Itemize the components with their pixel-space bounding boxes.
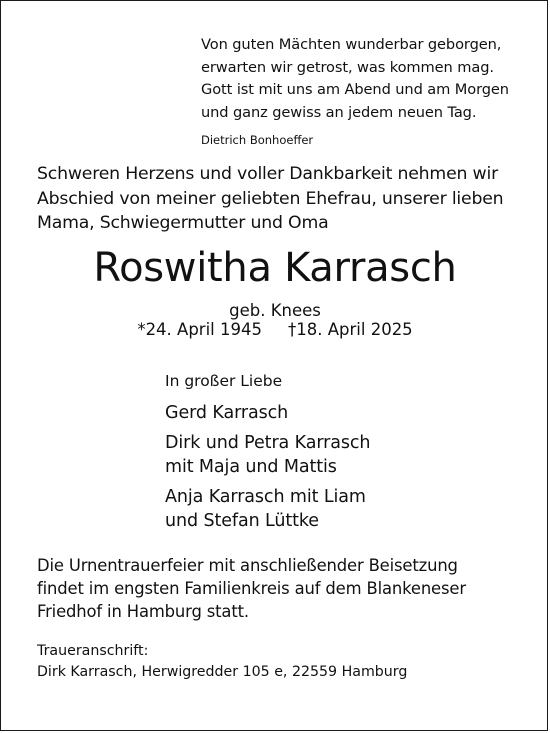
ceremony-line: Friedhof in Hamburg statt. [37, 602, 249, 622]
intro-line: Mama, Schwiegermutter und Oma [37, 213, 329, 233]
life-dates [1, 319, 549, 341]
death-date: †18. April 2025 [288, 320, 413, 339]
ceremony-text [37, 554, 542, 624]
address-value: Dirk Karrasch, Herwigredder 105 e, 22559 Hamburg [37, 664, 408, 680]
ceremony-line: findet im engsten Familienkreis auf dem Blankeneser [37, 579, 466, 599]
intro-line: Schweren Herzens und voller Dankbarkeit nehmen wir [37, 164, 498, 184]
birth-date: *24. April 1945 [137, 320, 262, 339]
intro-text [37, 162, 542, 236]
poem-line: erwarten wir getrost, was kommen mag. [201, 58, 494, 76]
family-member-line: und Stefan Lüttke [165, 511, 319, 531]
intro-line: Abschied von meiner geliebten Ehefrau, unserer lieben [37, 188, 504, 209]
poem-author: Dietrich Bonhoeffer [201, 133, 314, 148]
family-block [165, 370, 535, 533]
maiden-name: geb. Knees [229, 301, 321, 320]
poem-block [201, 34, 541, 148]
mourning-address [37, 641, 542, 683]
family-member-line: Dirk und Petra Karrasch [165, 433, 371, 453]
family-member [165, 485, 535, 533]
deceased-name: Roswitha Karrasch [93, 245, 457, 291]
poem-line: und ganz gewiss an jedem neuen Tag. [201, 103, 477, 121]
address-label: Traueranschrift: [37, 643, 149, 659]
family-member-line: Gerd Karrasch [165, 403, 289, 423]
family-member-line: mit Maja und Mattis [165, 457, 337, 477]
ceremony-line: Die Urnentrauerfeier mit anschließender Beisetzung [37, 556, 458, 575]
family-member [165, 401, 535, 425]
family-heading: In großer Liebe [165, 372, 283, 390]
family-member-line: Anja Karrasch mit Liam [165, 487, 366, 507]
poem-line: Von guten Mächten wunderbar geborgen, [201, 36, 502, 53]
family-member [165, 431, 535, 479]
poem-line: Gott ist mit uns am Abend und am Morgen [201, 81, 509, 99]
